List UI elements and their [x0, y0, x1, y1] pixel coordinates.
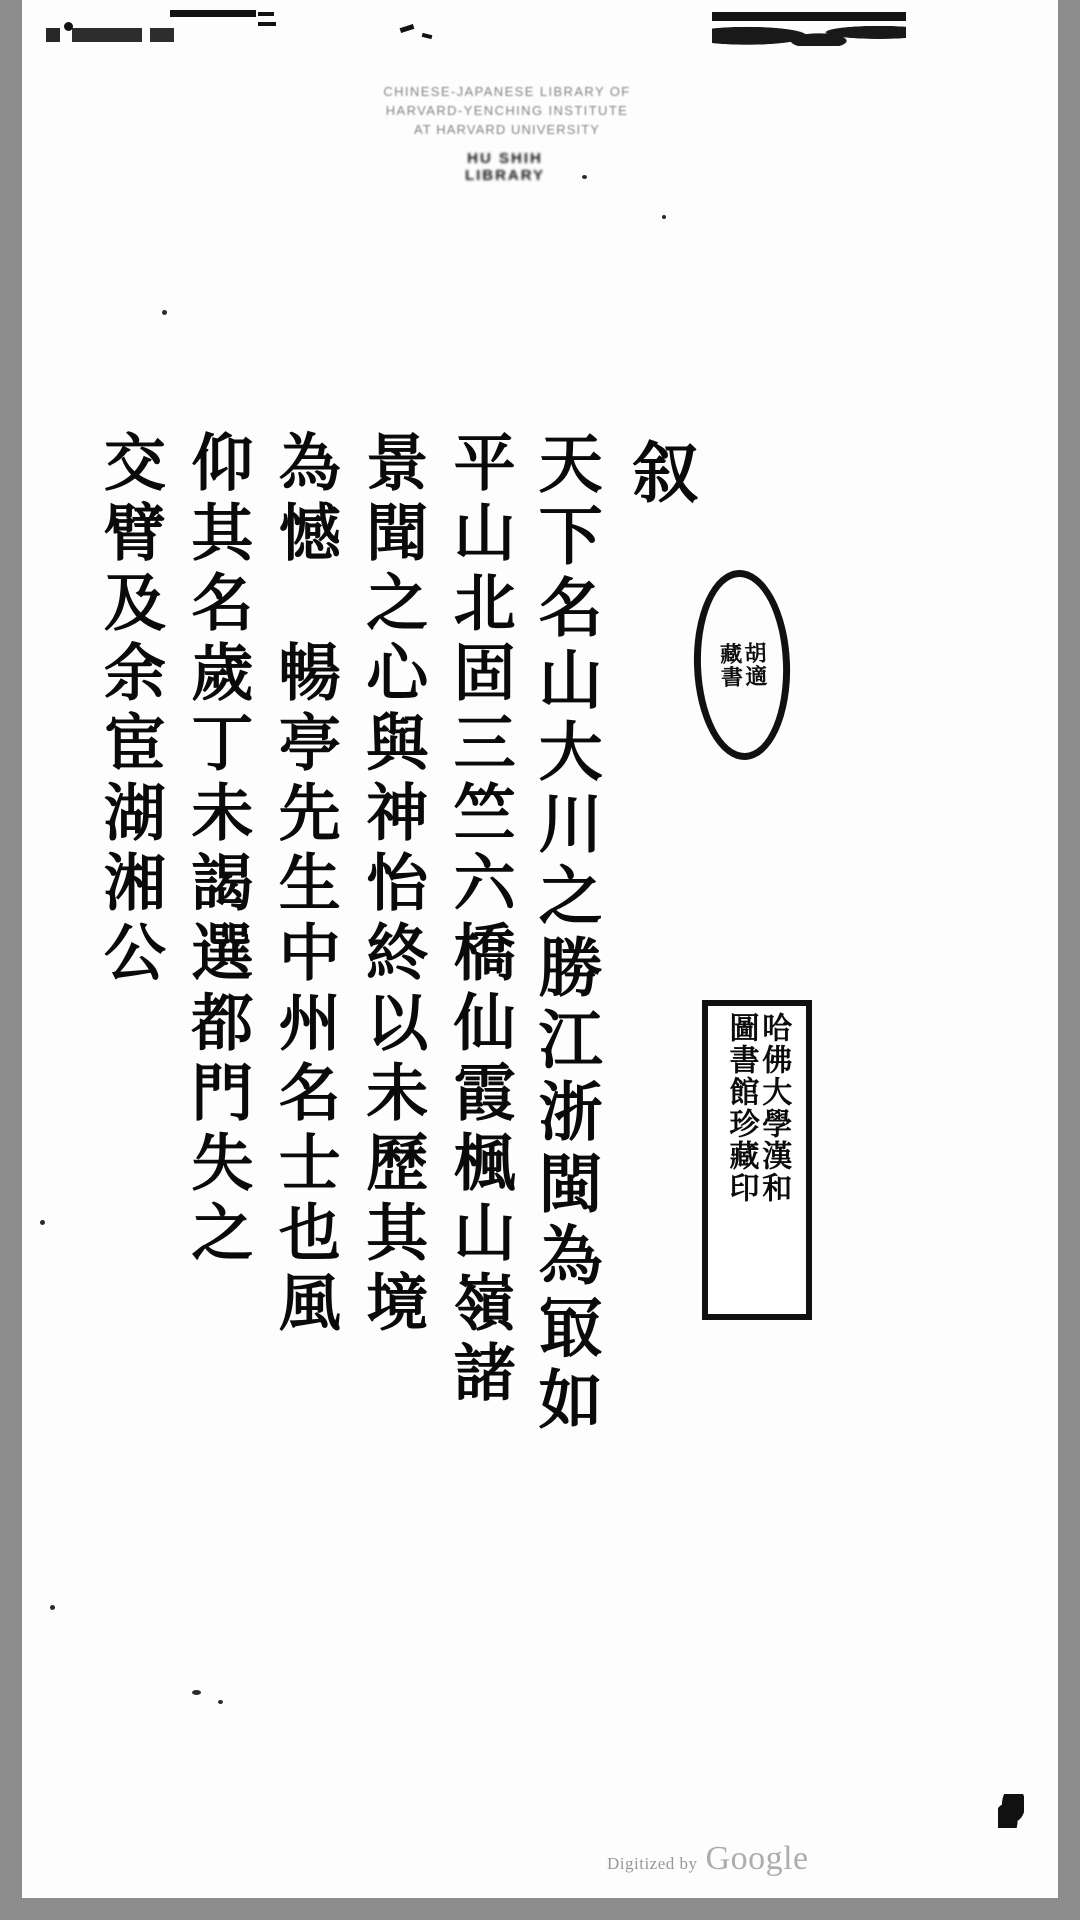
library-stamp-line-3: AT HARVARD UNIVERSITY — [413, 122, 601, 137]
scan-speck — [162, 310, 167, 315]
scan-artifact-bar-1 — [170, 10, 256, 17]
oval-seal-column-left: 藏書 — [716, 641, 744, 689]
scan-artifact-corner-mark — [998, 1794, 1024, 1828]
text-column-2: 平山北固三竺六橋仙霞楓山嶺諸 — [443, 430, 517, 1410]
page-margin-left — [0, 0, 22, 1920]
body-text — [82, 430, 702, 1550]
scan-speck — [662, 215, 666, 219]
page-margin-bottom — [0, 1898, 1080, 1920]
page-sheet — [22, 0, 1058, 1898]
text-column-3: 景聞之心與神怡終以未歷其境 — [355, 430, 429, 1340]
library-stamp-line-1: CHINESE-JAPANESE LIBRARY OF — [383, 84, 631, 99]
harvard-yenching-seal — [702, 1000, 812, 1320]
scan-artifact-bar-2 — [258, 12, 274, 16]
digitized-by-label: Digitized by — [607, 1854, 698, 1873]
scan-speck — [192, 1690, 201, 1695]
library-stamp-line-2: HARVARD-YENCHING INSTITUTE — [385, 103, 629, 118]
page-margin-right — [1058, 0, 1080, 1920]
scan-artifact-dot — [64, 22, 73, 31]
google-logo: Google — [705, 1840, 809, 1877]
rect-seal-column-1: 哈佛大學漢和 — [756, 1012, 792, 1204]
digitized-by-footer — [607, 1840, 809, 1878]
scan-speck — [218, 1700, 223, 1704]
scan-artifact-tick-1 — [400, 24, 415, 33]
scan-artifact-tick-2 — [422, 33, 433, 39]
oval-collector-seal — [691, 568, 794, 761]
text-column-5: 仰其名歲丁未謁選都門失之 — [180, 430, 254, 1270]
text-column-4: 為憾 暢亭先生中州名士也風 — [268, 430, 342, 1340]
scan-speck — [582, 175, 587, 179]
scan-artifact-bar-3 — [258, 22, 276, 26]
text-column-6: 交臂及余宦湖湘公 — [93, 430, 167, 990]
text-title: 叙 — [621, 438, 699, 512]
library-stamp-line-4: HU SHIH LIBRARY — [464, 150, 546, 184]
scan-speck — [50, 1605, 55, 1610]
text-column-1: 天下名山大川之勝江浙閩為冣如 — [527, 430, 603, 1438]
scan-artifact-blot-right — [712, 12, 906, 46]
scan-speck — [40, 1220, 45, 1225]
oval-seal-column-right: 胡適 — [740, 641, 769, 689]
rect-seal-column-2: 圖書館珍藏印 — [723, 1012, 759, 1204]
